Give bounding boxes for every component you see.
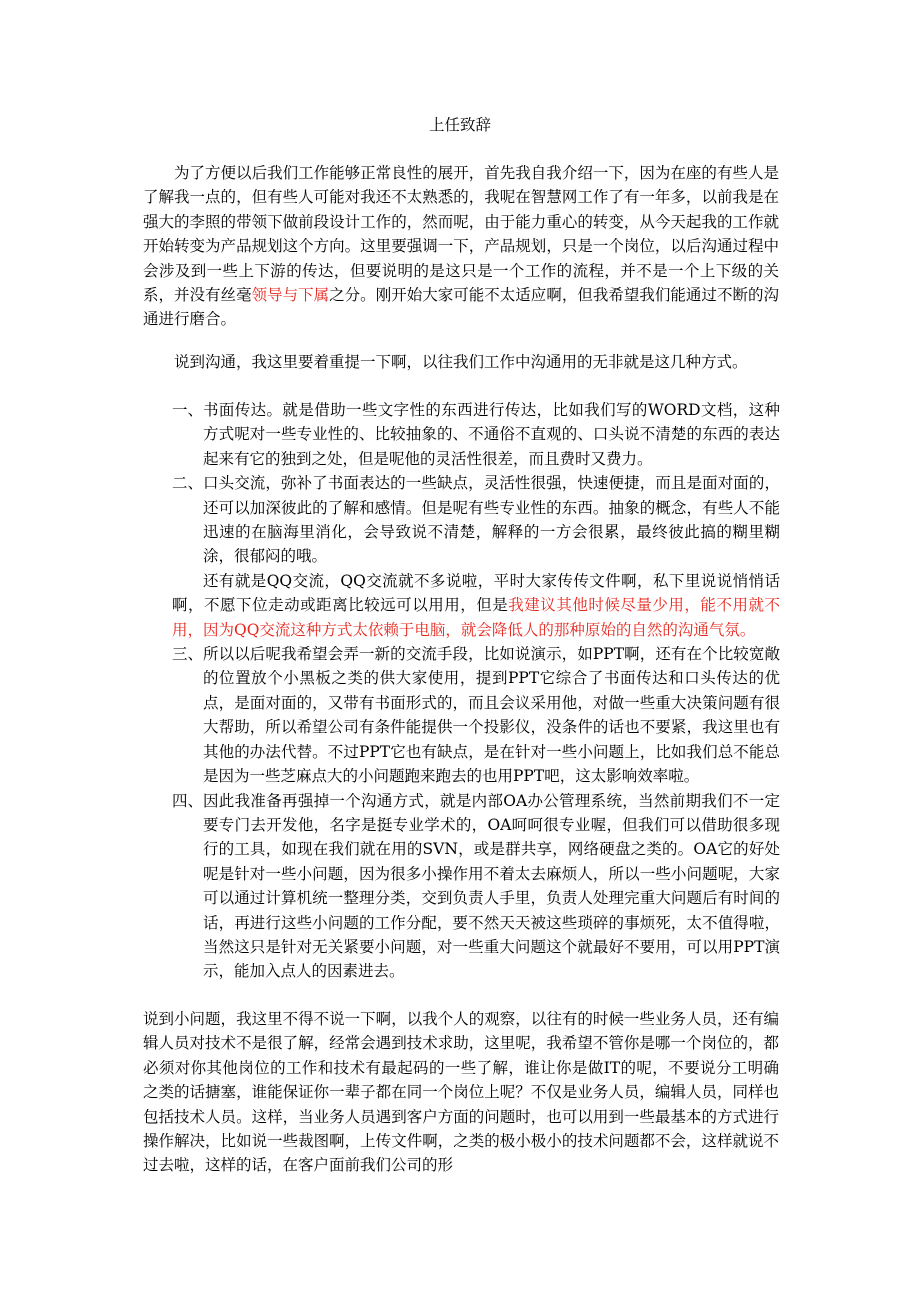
document-title: 上任致辞 (428, 116, 491, 134)
list-item-3 (172, 642, 780, 788)
list-item-text: 口头交流，弥补了书面表达的一些缺点，灵活性很强，快速便捷，而且是面对面的，还可以加深彼此的了解和感情。但是呢有些专业性的东西。抽象的概念，有些人不能迅速的在脑海里消化，会导致说不清楚，解释的一方会很累，最终彼此搞的糊里糊涂，很郁闷的哦。 (203, 474, 780, 566)
list-item-2 (172, 471, 780, 642)
list-item-4 (172, 789, 780, 984)
method-list (172, 398, 780, 984)
intro-text: 为了方便以后我们工作能够正常良性的展开，首先我自我介绍一下，因为在座的有些人是了解我一点的，但有些人可能对我还不太熟悉的，我呢在智慧网工作了有一年多，以前我是在强大的李照的带领下做前段设计工作的，然而呢，由于能力重心的转变，从今天起我的工作就开始转变为产品规划这个方向。这里要强调一下，产品规划，只是一个岗位，以后沟通过程中会涉及到一些上下游的传达，但要说明的是这只是一个工作的流程，并不是一个上下级的关系，并没有丝毫 (143, 164, 779, 305)
intro-highlight: 领导与下属 (251, 286, 330, 305)
sub-text: 还有就是QQ交流，QQ交流就不多说啦，平时大家传传文件啊，私下里说说悄悄话啊，不愿下位走动或距离比较远可以用用，但是 (172, 571, 780, 615)
sub-highlight: 我建议其他时候尽量少用，能不用就不用，因为QQ交流这种方式太依赖于电脑，就会降低人的那种原始的自然的沟通气氛。 (172, 596, 780, 639)
list-item-text: 因此我准备再强掉一个沟通方式，就是内部OA办公管理系统，当然前期我们不一定要专门去开发他，名字是挺专业学术的，OA呵呵很专业喔，但我们可以借助很多现行的工具，如现在我们就在用的SVN，或是群共享，网络硬盘之类的。OA它的好处呢是针对一些小问题，因为很多小操作用不着太去麻烦人，所以一些小问题呢，大家可以通过计算机统一整理分类，交到负责人手里，负责人处理完重大问题后有时间的话，再进行这些小问题的工作分配，要不然天天被这些琐碎的事烦死，太不值得啦，当然这只是针对无关紧要小问题，对一些重大问题这个就最好不要用，可以用PPT演示，能加入点人的因素进去。 (203, 791, 780, 981)
outro-paragraph: 说到小问题，我这里不得不说一下啊，以我个人的观察，以往有的时候一些业务人员，还有编辑人员对技术不是很了解，经常会遇到技术求助，这里呢，我希望不管你是哪一个岗位的，都必须对你其他岗位的工作和技术有最起码的一些了解，谁让你是做IT的呢，不要说分工明确之类的话搪塞，谁能保证你一辈子都在同一个岗位上呢？不仅是业务人员，编辑人员，同样也包括技术人员。这样，当业务人员遇到客户方面的问题时，也可以用到一些最基本的方式进行操作解决，比如说一些裁图啊，上传文件啊，之类的极小极小的技术问题都不会，这样就说不过去啦，这样的话，在客户面前我们公司的形 (143, 1010, 779, 1175)
list-item-subparagraph (172, 569, 780, 642)
list-marker: 四、 (172, 791, 204, 810)
list-item-text: 所以以后呢我希望会弄一新的交流手段，比如说演示，如PPT啊，还有在个比较宽敞的位置放个小黑板之类的供大家使用，提到PPT它综合了书面传达和口头传达的优点，是面对面的，又带有书面形式的，而且会议采用他，对做一些重大决策问题有很大帮助，所以希望公司有条件能提供一个投影仪，没条件的话也不要紧，我这里也有其他的办法代替。不过PPT它也有缺点，是在针对一些小问题上，比如我们总不能总是因为一些芝麻点大的小问题跑来跑去的也用PPT吧，这太影响效率啦。 (203, 645, 780, 786)
list-item-text: 书面传达。就是借助一些文字性的东西进行传达，比如我们写的WORD文档，这种方式呢对一些专业性的、比较抽象的、不通俗不直观的、口头说不清楚的东西的表达起来有它的独到之处，但是呢他的灵活性很差，而且费时又费力。 (203, 401, 780, 468)
list-marker: 一、 (172, 401, 204, 419)
intro-text-end: 之分。刚开始大家可能不太适应啊，但我希望我们能通过不断的沟通进行磨合。 (143, 286, 779, 329)
lead-paragraph: 说到沟通，我这里要着重提一下啊，以往我们工作中沟通用的无非就是这几种方式。 (174, 353, 748, 371)
list-marker: 三、 (172, 645, 204, 664)
list-item-1 (172, 398, 780, 471)
list-marker: 二、 (172, 474, 204, 493)
intro-paragraph (143, 161, 779, 332)
